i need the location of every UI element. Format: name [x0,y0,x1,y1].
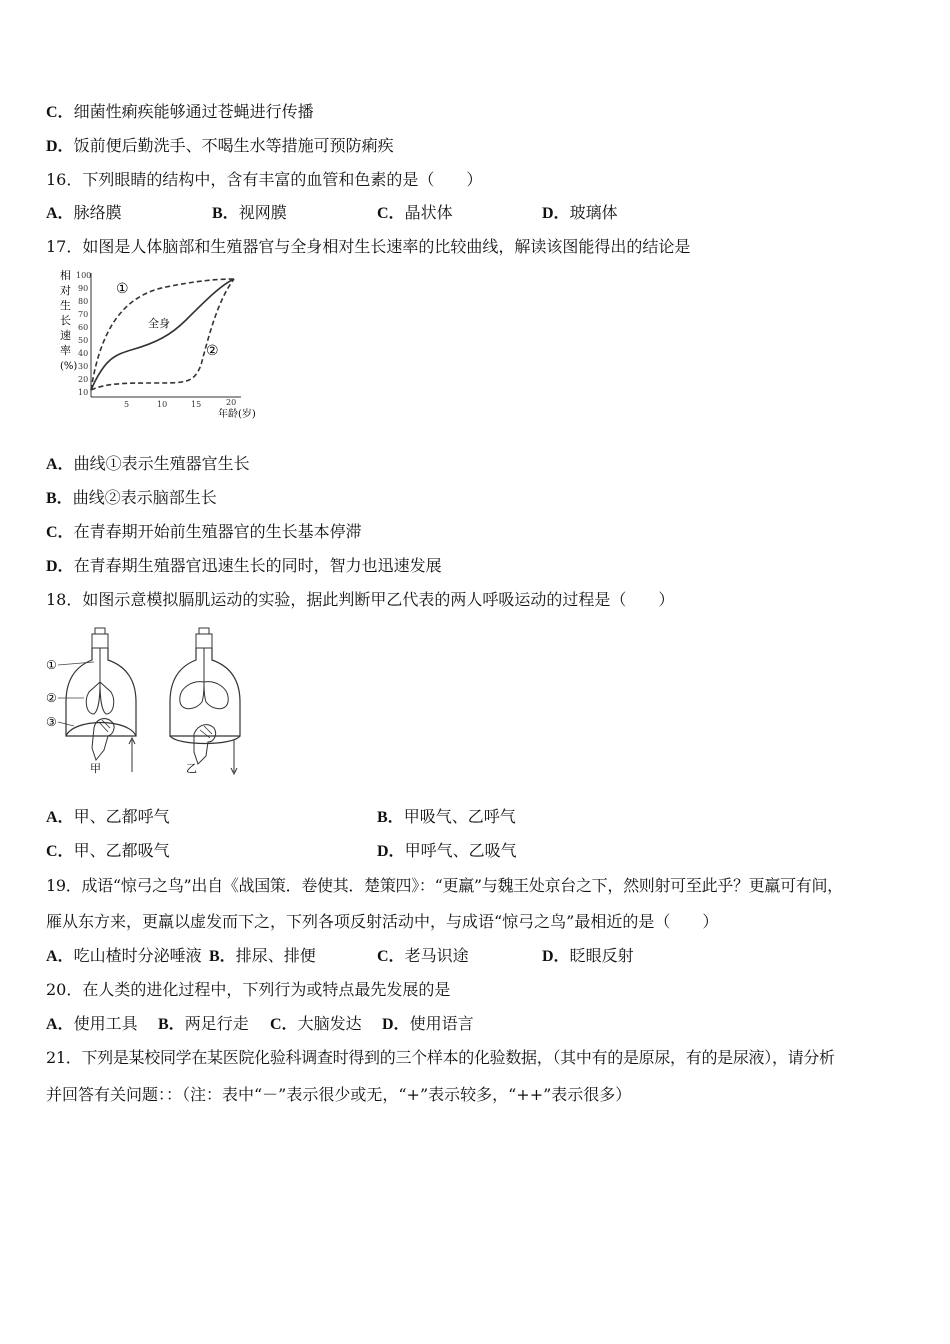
q20-option-a: A．使用工具 [46,1014,138,1033]
q17-curve-1 [91,279,234,390]
y-tick: 10 [78,388,89,397]
q19-option-a: A．吃山楂时分泌唾液 [46,946,202,965]
y-tick: 70 [78,310,89,319]
q16-stem: 16．下列眼睛的结构中，含有丰富的血管和色素的是（ ） [46,170,483,189]
q18-option-d: D．甲呼气、乙吸气 [377,841,517,860]
q17-option-d: D．在青春期生殖器官迅速生长的同时，智力也迅速发展 [46,556,442,575]
q18-option-b: B．甲吸气、乙呼气 [377,807,516,826]
q18-marker-2: ② [46,691,57,705]
x-tick: 10 [157,400,168,409]
q17-curve-2-label: ② [206,343,219,359]
q21-stem-line-1: 21．下列是某校同学在某医院化验科调查时得到的三个样本的化验数据，（其中有的是原尿，有的是尿液），请分析 [46,1048,835,1067]
q17-ylabel-char: 对 [60,284,71,297]
q18-label-yi: 乙 [186,762,197,775]
q17-curve-whole [91,279,234,390]
q17-ylabel-char: 率 [60,344,71,357]
q17-ylabel-char: 长 [60,314,71,327]
q18-label-jia: 甲 [90,762,101,775]
q18-option-c: C．甲、乙都吸气 [46,841,170,860]
q18-marker-3: ③ [46,715,57,729]
q17-y-ticks [76,271,91,400]
x-tick: 15 [191,400,202,409]
q19-option-b: B．排尿、排便 [209,946,316,965]
q21-stem-line-2: 并回答有关问题：：（注：表中“－”表示很少或无，“+”表示较多，“++”表示很多） [46,1085,632,1104]
x-tick: 5 [124,400,130,409]
q17-curve-1-label: ① [116,281,129,297]
q18-jar-yi [170,628,240,775]
q17-growth-curve-figure [46,265,276,425]
q17-option-a: A．曲线①表示生殖器官生长 [46,454,250,473]
q16-option-a: A．脉络膜 [46,203,122,222]
q20-option-d: D．使用语言 [382,1014,474,1033]
q17-curve-2 [91,279,234,390]
y-tick: 40 [78,349,89,358]
q18-stem: 18．如图示意模拟膈肌运动的实验，据此判断甲乙代表的两人呼吸运动的过程是（ ） [46,590,675,609]
q19-stem-line-2: 雁从东方来，更羸以虚发而下之，下列各项反射活动中，与成语“惊弓之鸟”最相近的是（ ） [46,912,719,931]
y-tick: 90 [78,284,89,293]
q16-option-d: D．玻璃体 [542,203,618,222]
y-tick: 100 [76,271,92,280]
q17-ylabel-char: 相 [60,269,71,282]
q19-option-c: C．老马识途 [377,946,469,965]
q17-option-c: C．在青春期开始前生殖器官的生长基本停滞 [46,522,362,541]
q17-ylabel-char: 速 [60,329,71,342]
q18-jar-jia [66,628,136,775]
q16-option-b: B．视网膜 [212,203,287,222]
q20-stem: 20．在人类的进化过程中，下列行为或特点最先发展的是 [46,980,451,999]
q18-marker-1: ① [46,658,57,672]
q18-leader-line [58,662,94,665]
y-tick: 20 [78,375,89,384]
q18-option-a: A．甲、乙都呼气 [46,807,170,826]
q15-option-d: D．饭前便后勤洗手、不喝生水等措施可预防痢疾 [46,136,394,155]
q17-ylabel-char: (%) [60,361,78,372]
q15-option-c: C．细菌性痢疾能够通过苍蝇进行传播 [46,102,314,121]
y-tick: 80 [78,297,89,306]
q17-whole-body-label: 全身 [148,317,170,330]
q18-diaphragm-model-figure [44,622,254,780]
q17-option-b: B．曲线②表示脑部生长 [46,488,217,507]
q20-option-c: C．大脑发达 [270,1014,362,1033]
q17-ylabel-char: 生 [60,299,71,312]
q19-option-d: D．眨眼反射 [542,946,634,965]
q17-stem: 17．如图是人体脑部和生殖器官与全身相对生长速率的比较曲线，解读该图能得出的结论是 [46,237,691,256]
q20-option-b: B．两足行走 [158,1014,249,1033]
y-tick: 60 [78,323,89,332]
q16-option-c: C．晶状体 [377,203,453,222]
x-tick: 20 [226,398,237,407]
q17-x-ticks [124,398,236,409]
y-tick: 50 [78,336,89,345]
y-tick: 30 [78,362,89,371]
q17-xlabel: 年龄(岁) [218,409,256,420]
q19-stem-line-1: 19．成语“惊弓之鸟”出自《战国策．卷使其．楚策四》：“更羸”与魏王处京台之下，然则射可至此乎？更羸可有间， [46,876,843,895]
